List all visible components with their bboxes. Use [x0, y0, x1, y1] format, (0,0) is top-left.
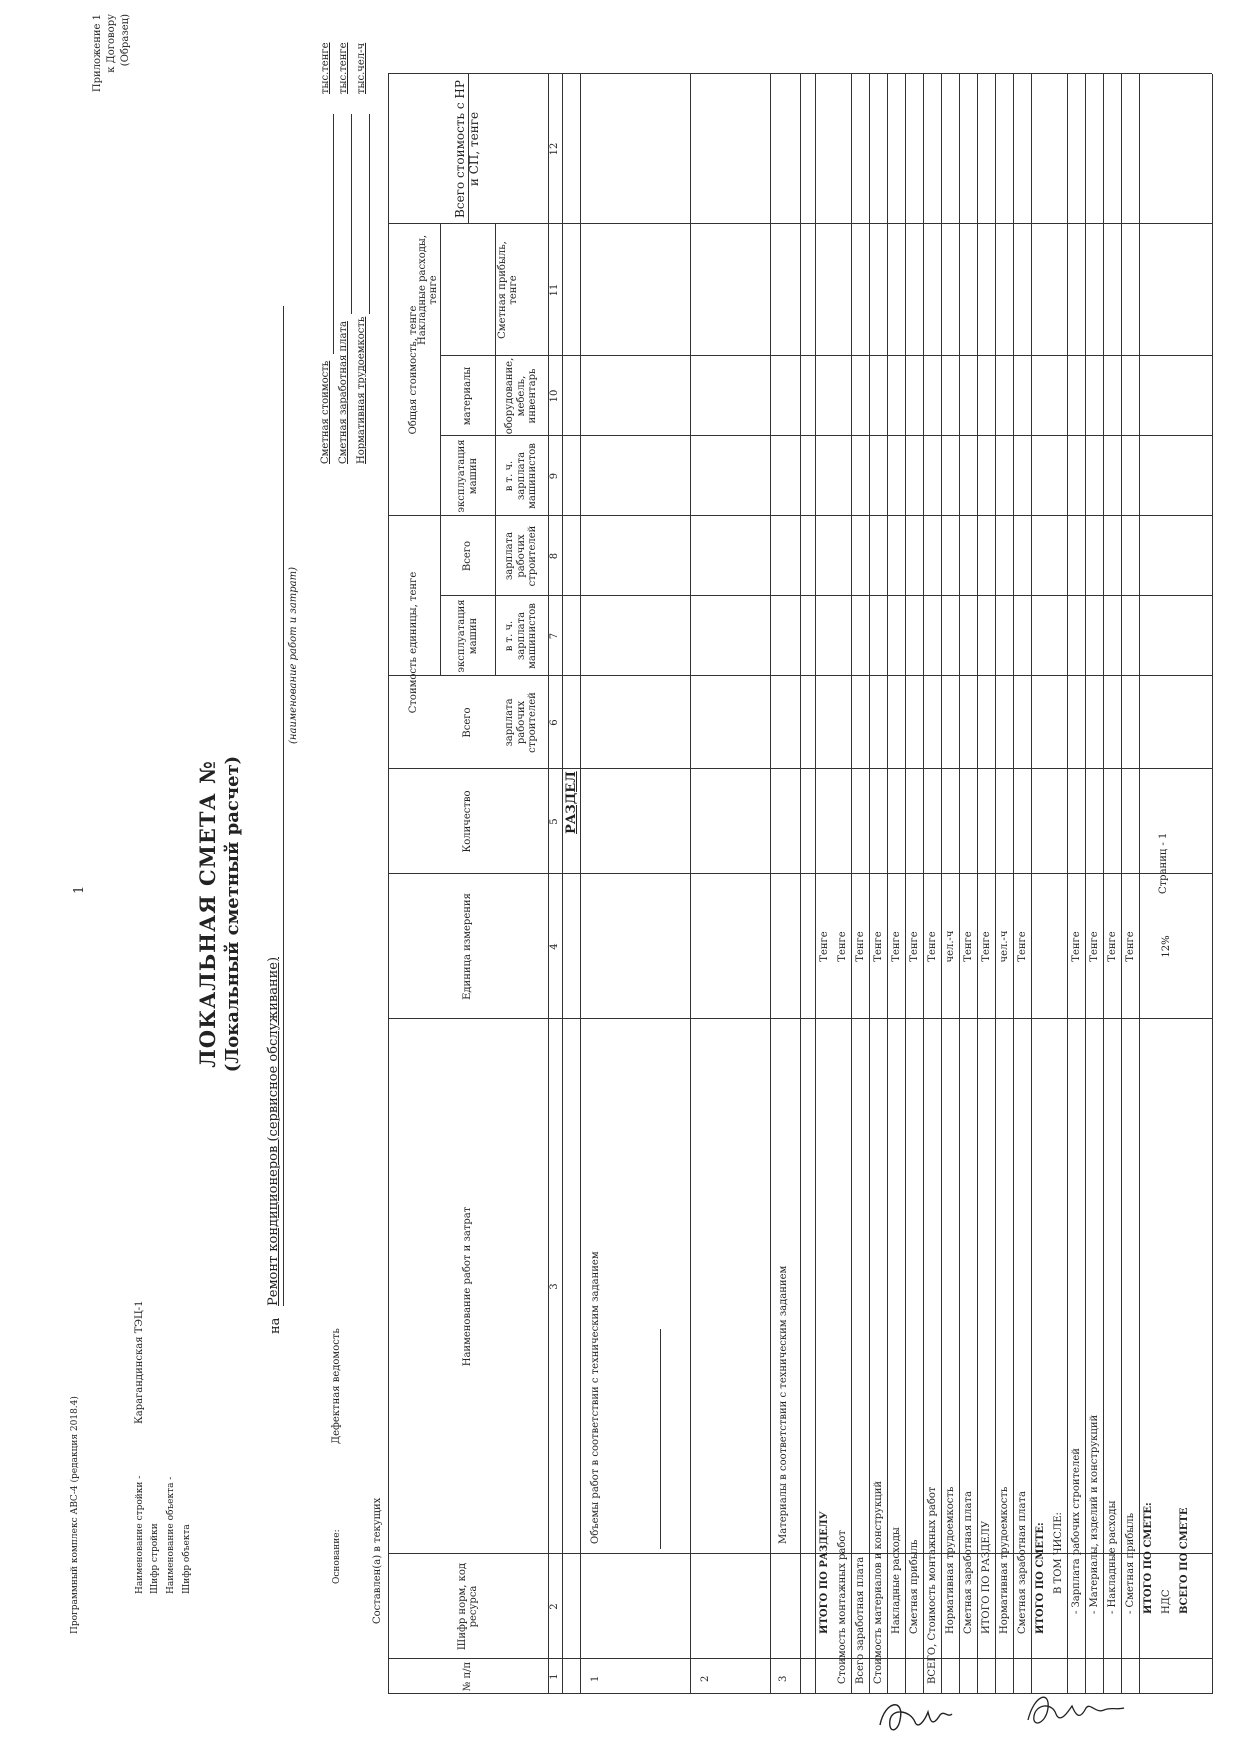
- col-header-code: Шифр норм, код ресурса: [456, 1562, 479, 1651]
- summary-label-5: Накладные расходы: [890, 1527, 902, 1634]
- col11-profit: Сметная прибыль, тенге: [496, 241, 519, 339]
- signature-left: [870, 1690, 960, 1745]
- page-number-top: 1: [72, 885, 87, 894]
- estimated-cost-label: Сметная стоимость: [320, 360, 331, 464]
- summary-label-2: Стоимость монтажных работ: [836, 1530, 848, 1684]
- summary-unit-5: Тенге: [890, 931, 902, 962]
- summary-label-13: ИТОГО ПО СМЕТЕ:: [1034, 1522, 1046, 1634]
- col-number-7: 7: [549, 632, 560, 640]
- footer-page-count: Страниц - 1: [1158, 832, 1169, 894]
- col-header-unit: Единица измерения: [462, 893, 474, 1000]
- basis-value: Дефектная ведомость: [331, 1328, 342, 1444]
- summary-label-10: ИТОГО ПО РАЗДЕЛУ: [980, 1520, 992, 1634]
- object-code-label: Шифр объекта: [182, 1524, 192, 1594]
- basis-label: Основание:: [332, 1529, 342, 1584]
- col-header-total-cost: Общая стоимость, тенге: [408, 305, 420, 435]
- compiled-in: Составлен(а) в текущих: [372, 1497, 383, 1624]
- col-number-8: 8: [549, 552, 560, 560]
- summary-label-12: Сметная заработная плата: [1016, 1491, 1028, 1634]
- summary-unit-9: Тенге: [962, 931, 974, 962]
- col9-machines: эксплуатация машин: [456, 439, 479, 513]
- summary-label-21: ВСЕГО ПО СМЕТЕ: [1178, 1507, 1190, 1614]
- col7-machines: эксплуатация машин: [456, 599, 479, 673]
- estimated-cost-line: [333, 114, 334, 354]
- col-header-number: № п/п: [462, 1661, 474, 1692]
- work-name-caption: (наименование работ и затрат): [288, 566, 299, 744]
- col7-wage: в т. ч. зарплата машинистов: [504, 603, 539, 669]
- summary-unit-6: Тенге: [908, 931, 920, 962]
- summary-label-8: Нормативная трудоемкость: [944, 1486, 956, 1634]
- col12-total: Всего стоимость с НР и СП, тенге: [453, 80, 481, 218]
- col-number-2: 2: [549, 1603, 560, 1610]
- summary-label-6: Сметная прибыль: [908, 1539, 920, 1634]
- summary-unit-7: Тенге: [926, 931, 938, 962]
- object-label: Наименование объекта -: [166, 1476, 176, 1594]
- col8-all: Всего: [461, 540, 473, 572]
- estimated-cost-unit: тыс.тенге: [320, 42, 331, 94]
- col8-wage: зарплата рабочих строителей: [504, 525, 539, 587]
- summary-unit-16: Тенге: [1088, 931, 1100, 962]
- summary-label-18: - Сметная прибыль: [1124, 1512, 1136, 1614]
- summary-unit-20: 12%: [1160, 935, 1172, 958]
- col6-wage: зарплата рабочих строителей: [504, 692, 539, 753]
- appendix-line-2: к Договору: [106, 14, 117, 73]
- work-name-underline: [283, 306, 284, 1306]
- col-number-4: 4: [549, 943, 560, 950]
- row-2-number: 2: [700, 1675, 711, 1682]
- construction-code-label: Шифр стройки: [150, 1523, 160, 1594]
- section-title: РАЗДЕЛ: [564, 771, 579, 834]
- col-number-9: 9: [549, 472, 560, 480]
- col-header-quantity: Количество: [462, 790, 474, 853]
- summary-unit-12: Тенге: [1016, 931, 1028, 962]
- summary-label-20: НДС: [1160, 1589, 1172, 1614]
- col-number-12: 12: [549, 142, 560, 156]
- summary-label-19: ИТОГО ПО СМЕТЕ:: [1142, 1502, 1154, 1614]
- summary-label-3: Всего заработная плата: [854, 1556, 866, 1684]
- row-1-number: 1: [590, 1675, 601, 1682]
- col10-equipment: оборудование, мебель, инвентарь: [504, 357, 539, 435]
- summary-label-17: - Накладные расходы: [1106, 1500, 1118, 1614]
- summary-label-14: В ТОМ ЧИСЛЕ:: [1052, 1512, 1064, 1594]
- col-header-name: Наименование работ и затрат: [462, 1206, 474, 1367]
- summary-label-11: Нормативная трудоемкость: [998, 1486, 1010, 1634]
- summary-label-16: - Материалы, изделий и конструкций: [1088, 1414, 1100, 1614]
- summary-unit-4: Тенге: [872, 931, 884, 962]
- appendix-line-3: (Образец): [120, 14, 131, 67]
- summary-unit-19: [1139, 874, 1157, 1019]
- col-number-10: 10: [549, 389, 560, 403]
- summary-unit-11: чел.-ч: [998, 930, 1010, 963]
- row-3-number: 3: [778, 1675, 789, 1682]
- estimated-wage-unit: тыс.тенге: [338, 42, 349, 94]
- row-3-name: Материалы в соответствии с техническим заданием: [778, 1265, 789, 1544]
- construction-value: Карагандинская ТЭЦ-1: [134, 1300, 145, 1424]
- col-header-unit-cost: Стоимость единицы, тенге: [408, 571, 420, 714]
- labor-intensity-line: [369, 114, 370, 314]
- summary-unit-21: [1175, 874, 1193, 1019]
- col6-all: Всего: [461, 707, 473, 738]
- summary-label-9: Сметная заработная плата: [962, 1491, 974, 1634]
- row-1-name: Объемы работ в соответствии с техническим заданием: [590, 1251, 601, 1544]
- estimated-wage-line: [351, 114, 352, 314]
- appendix-line-1: Приложение 1: [92, 14, 103, 93]
- col10-materials: материалы: [461, 366, 473, 426]
- col-number-1: 1: [549, 1673, 560, 1680]
- labor-intensity-unit: тыс.чел-ч: [356, 42, 367, 94]
- signature-right: [1020, 1680, 1130, 1740]
- estimate-subtitle: (Локальный сметный расчет): [222, 755, 243, 1073]
- summary-unit-2: Тенге: [836, 931, 848, 962]
- summary-unit-3: Тенге: [854, 931, 866, 962]
- col11-overhead: Накладные расходы, тенге: [416, 234, 439, 346]
- summary-label-1: ИТОГО ПО РАЗДЕЛУ: [818, 1511, 830, 1634]
- summary-unit-8: чел.-ч: [944, 930, 956, 963]
- summary-unit-1: Тенге: [818, 931, 830, 962]
- col-number-11: 11: [549, 283, 560, 297]
- col9-wage: в т. ч. зарплата машинистов: [504, 443, 539, 509]
- work-name: Ремонт кондиционеров (сервисное обслуживание): [266, 956, 281, 1306]
- col-number-5: 5: [549, 818, 560, 825]
- estimated-wage-label: Сметная заработная плата: [338, 321, 349, 464]
- summary-unit-13: [1031, 874, 1049, 1019]
- col-number-3: 3: [549, 1283, 560, 1290]
- summary-unit-14: [1049, 874, 1067, 1019]
- estimate-title: ЛОКАЛЬНАЯ СМЕТА №: [195, 760, 220, 1068]
- software-version: Программный комплекс АВС-4 (редакция 2018.4): [70, 1396, 80, 1634]
- labor-intensity-label: Нормативная трудоемкость: [356, 316, 367, 464]
- summary-label-15: - Зарплата рабочих строителей: [1070, 1448, 1082, 1614]
- summary-unit-18: Тенге: [1124, 931, 1136, 962]
- summary-unit-15: Тенге: [1070, 931, 1082, 962]
- summary-label-7: ВСЕГО, Стоимость монтажных работ: [926, 1486, 938, 1684]
- construction-label: Наименование стройки -: [135, 1475, 145, 1594]
- summary-unit-17: Тенге: [1106, 931, 1118, 962]
- summary-unit-10: Тенге: [980, 931, 992, 962]
- on-label: на: [268, 1317, 283, 1334]
- col-number-6: 6: [549, 719, 560, 726]
- summary-label-4: Стоимость материалов и конструкций: [872, 1480, 884, 1684]
